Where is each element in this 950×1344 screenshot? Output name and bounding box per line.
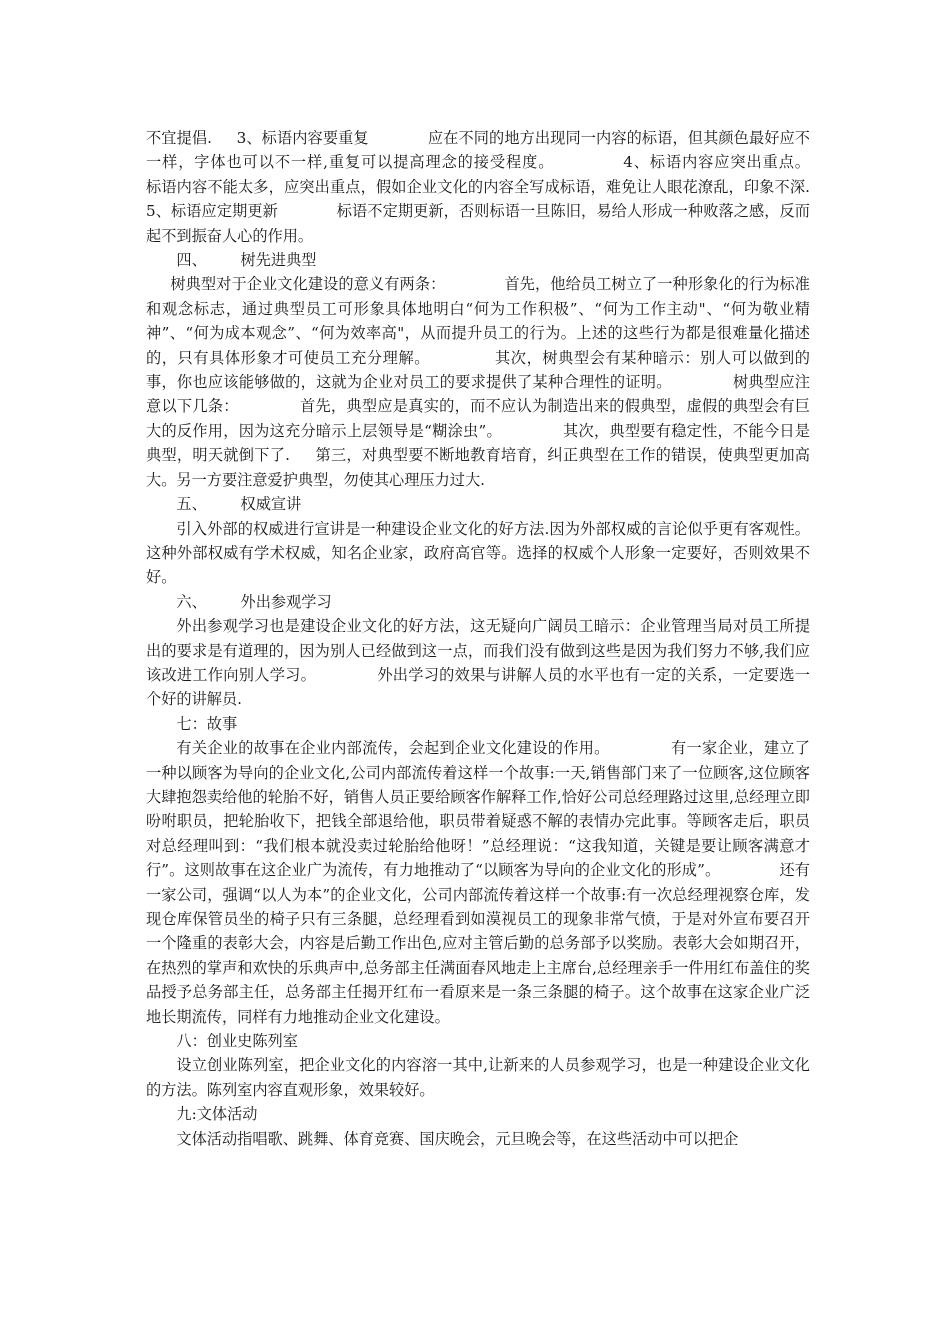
paragraph-stories: 有关企业的故事在企业内部流传，会起到企业文化建设的作用。 有一家企业，建立了一种以顾客为导向的企业文化,公司内部流传着这样一个故事:一天,销售部门来了一位顾客,这位顾客大肆抱怨卖给他的轮胎不好，销售人员正要给顾客作解释工作,恰好公司总经理路过这里,总经理立即吩咐职员，把轮胎收下，把钱全部退给他，职员带着疑惑不解的表情办完此事。等顾客走后，职员对总经理叫到：“我们根本就没卖过轮胎给他呀！”总经理说：“这我知道，关键是要让顾客满意才行”。这则故事在这企业广为流传，有力地推动了“以顾客为导向的企业文化的形成”。 还有一家公司，强调“以人为本”的企业文化，公司内部流传着这样一个故事:有一次总经理视察仓库，发现仓库保管员坐的椅子只有三条腿，总经理看到如漠视员工的现象非常气愤，于是对外宣布要召开一个隆重的表彰大会，内容是后勤工作出色,应对主管后勤的总务部予以奖励。表彰大会如期召开，在热烈的掌声和欢快的乐典声中,总务部主任满面春风地走上主席台,总经理亲手一件用红布盖住的奖品授予总务部主任，总务部主任揭开红布一看原来是一条三条腿的椅子。这个故事在这家企业广泛地长期流传，同样有力地推动企业文化建设。	[146, 739, 810, 1026]
document-body	[146, 126, 868, 1151]
section-heading-7: 七：故事	[176, 714, 238, 733]
paragraph-authority: 引入外部的权威进行宣讲是一种建设企业文化的好方法.因为外部权威的言论似乎更有客观性。这种外部权威有学术权威，知名企业家，政府高官等。选择的权威个人形象一定要好，否则效果不好。	[146, 519, 810, 587]
paragraph-exhibition-room: 设立创业陈列室，把企业文化的内容溶一其中,让新来的人员参观学习，也是一种建设企业文化的方法。陈列室内容直观形象，效果较好。	[146, 1056, 810, 1099]
section-heading-5: 五、 权威宣讲	[176, 495, 302, 514]
section-heading-4: 四、 树先进典型	[176, 251, 317, 270]
section-heading-6: 六、 外出参观学习	[176, 592, 332, 611]
paragraph-role-models: 树典型对于企业文化建设的意义有两条： 首先，他给员工树立了一种形象化的行为标准和观念标志，通过典型员工可形象具体地明白“何为工作积极”、“何为工作主动"、“何为敬业精神”、“何为成本观念”、“何为效率高"，从而提升员工的行为。上述的这些行为都是很难量化描述的，只有具体形象才可使员工充分理解。 其次，树典型会有某种暗示：别人可以做到的事，你也应该能够做的，这就为企业对员工的要求提供了某种合理性的证明。 树典型应注意以下几条： 首先，典型应是真实的，而不应认为制造出来的假典型，虚假的典型会有巨大的反作用，因为这充分暗示上层领导是“糊涂虫”。 其次，典型要有稳定性，不能今日是典型，明天就倒下了. 第三，对典型要不断地教育培育，纠正典型在工作的错误，使典型更加高大。另一方要注意爱护典型，勿使其心理压力过大.	[146, 275, 810, 489]
paragraph-cultural-activities: 文体活动指唱歌、跳舞、体育竞赛、国庆晚会，元旦晚会等，在这些活动中可以把企	[176, 1129, 739, 1148]
paragraph-slogan-rules: 不宜提倡. 3、标语内容要重复 应在不同的地方出现同一内容的标语，但其颜色最好应不一样，字体也可以不一样,重复可以提高理念的接受程度。 4、标语内容应突出重点。 标语内容不能太多，应突出重点，假如企业文化的内容全写成标语，难免让人眼花潦乱，印象不深. 5、标语应定期更新 标语不定期更新，否则标语一旦陈旧，易给人形成一种败落之感，反而起不到振奋人心的作用。	[146, 129, 868, 245]
paragraph-field-visits: 外出参观学习也是建设企业文化的好方法，这无疑向广阔员工暗示：企业管理当局对员工所提出的要求是有道理的，因为别人已经做到这一点，而我们没有做到这些是因为我们努力不够,我们应该改进工作向别人学习。 外出学习的效果与讲解人员的水平也有一定的关系，一定要选一个好的讲解员.	[146, 617, 810, 709]
section-heading-9: 九:文体活动	[176, 1105, 258, 1124]
section-heading-8: 八：创业史陈列室	[176, 1032, 298, 1051]
